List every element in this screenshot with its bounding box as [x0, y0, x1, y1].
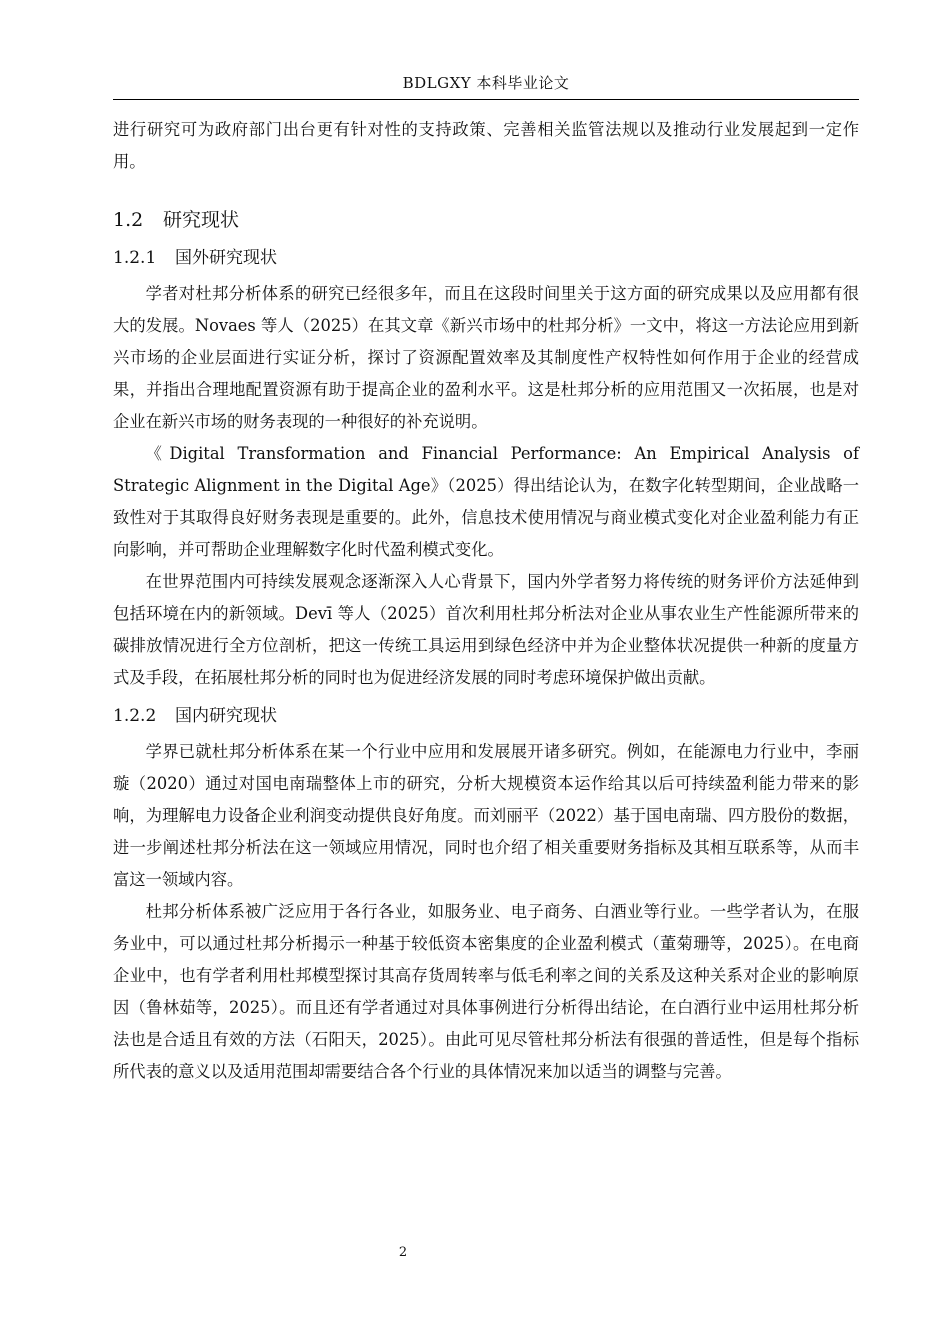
subsection-title: 国内研究现状	[175, 706, 277, 726]
section-heading-1-2	[113, 204, 859, 236]
paragraph: 杜邦分析体系被广泛应用于各行各业，如服务业、电子商务、白酒业等行业。一些学者认为，在服务业中，可以通过杜邦分析揭示一种基于较低资本密集度的企业盈利模式（董菊珊等，2025）。在电商企业中，也有学者利用杜邦模型探讨其高存货周转率与低毛利率之间的关系及这种关系对企业的影响原因（鲁林茹等，2025）。而且还有学者通过对具体事例进行分析得出结论，在白酒行业中运用杜邦分析法也是合适且有效的方法（石阳天，2025）。由此可见尽管杜邦分析法有很强的普适性，但是每个指标所代表的意义以及适用范围却需要结合各个行业的具体情况来加以适当的调整与完善。	[113, 902, 859, 1081]
subsection-title: 国外研究现状	[175, 248, 277, 268]
page-body	[113, 114, 859, 1088]
paragraph: 在世界范围内可持续发展观念逐渐深入人心背景下，国内外学者努力将传统的财务评价方法延伸到包括环境在内的新领域。Devī 等人（2025）首次利用杜邦分析法对企业从事农业生产性能源所带来的碳排放情况进行全方位剖析，把这一传统工具运用到绿色经济中并为企业整体状况提供一种新的度量方式及手段，在拓展杜邦分析的同时也为促进经济发展的同时考虑环境保护做出贡献。	[113, 572, 859, 687]
paragraph: 《Digital Transformation and Financial Performance: An Empirical Analysis of Strategic Alignment in the Digital Age》（2025）得出结论认为，在数字化转型期间，企业战略一致性对于其取得良好财务表现是重要的。此外，信息技术使用情况与商业模式变化对企业盈利能力有正向影响，并可帮助企业理解数字化时代盈利模式变化。	[113, 444, 859, 559]
subsection-number: 1.2.1	[113, 248, 157, 268]
subsection-heading-1-2-1	[113, 242, 859, 274]
running-header: BDLGXY 本科毕业论文	[402, 74, 570, 92]
subsection-number: 1.2.2	[113, 706, 157, 726]
subsection-heading-1-2-2	[113, 700, 859, 732]
paragraph: 学界已就杜邦分析体系在某一个行业中应用和发展展开诸多研究。例如，在能源电力行业中，李丽璇（2020）通过对国电南瑞整体上市的研究，分析大规模资本运作给其以后可持续盈利能力带来的影响，为理解电力设备企业利润变动提供良好角度。而刘丽平（2022）基于国电南瑞、四方股份的数据，进一步阐述杜邦分析法在这一领域应用情况，同时也介绍了相关重要财务指标及其相互联系等，从而丰富这一领域内容。	[113, 742, 859, 889]
section-number: 1.2	[113, 209, 144, 231]
section-title: 研究现状	[163, 209, 240, 231]
header-rule	[113, 99, 859, 100]
page-number: 2	[398, 1245, 408, 1260]
paragraph: 学者对杜邦分析体系的研究已经很多年，而且在这段时间里关于这方面的研究成果以及应用都有很大的发展。Novaes 等人（2025）在其文章《新兴市场中的杜邦分析》一文中，将这一方法论应用到新兴市场的企业层面进行实证分析，探讨了资源配置效率及其制度性产权特性如何作用于企业的经营成果，并指出合理地配置资源有助于提高企业的盈利水平。这是杜邦分析的应用范围又一次拓展，也是对企业在新兴市场的财务表现的一种很好的补充说明。	[113, 284, 859, 431]
paragraph-continuation: 进行研究可为政府部门出台更有针对性的支持政策、完善相关监管法规以及推动行业发展起到一定作用。	[113, 120, 859, 171]
